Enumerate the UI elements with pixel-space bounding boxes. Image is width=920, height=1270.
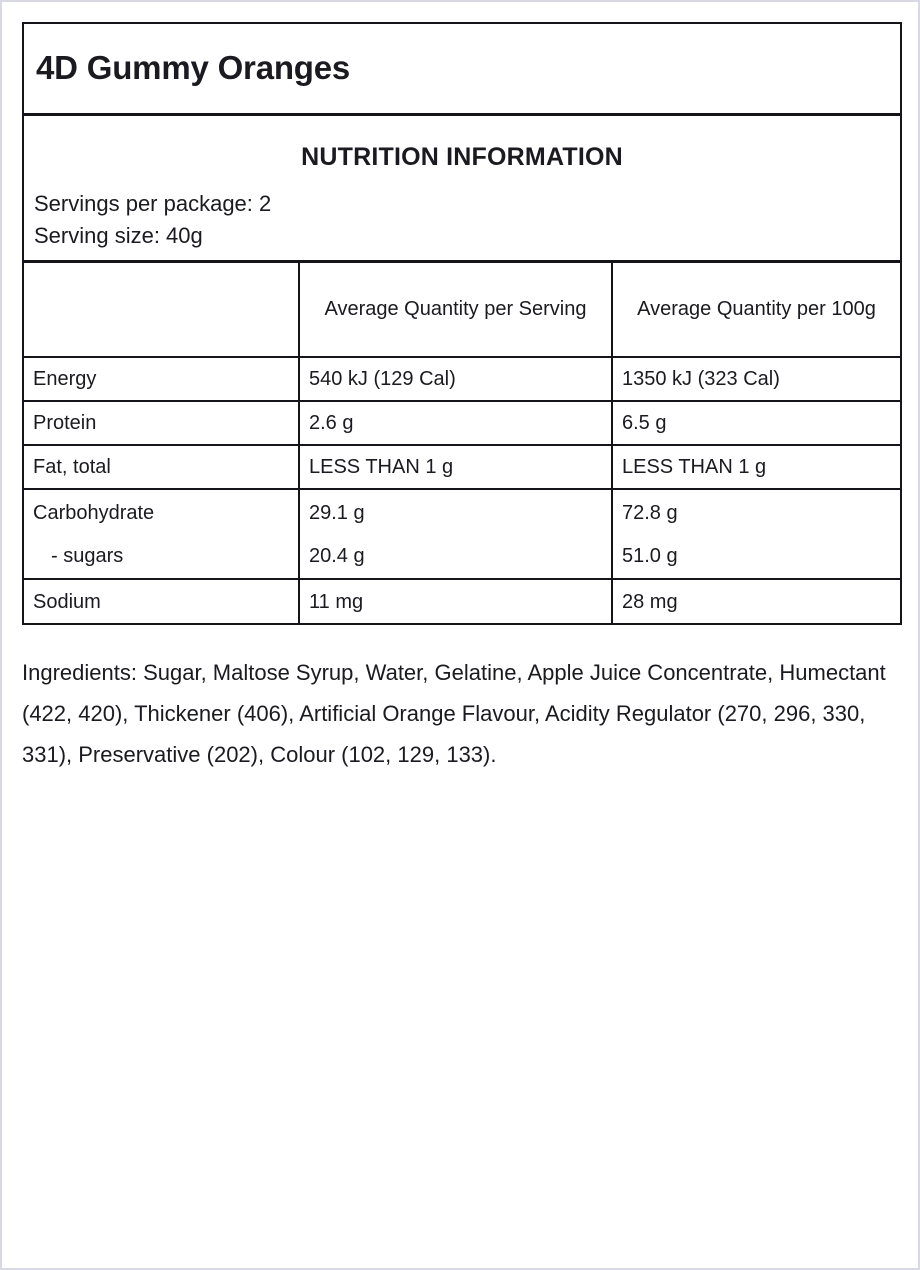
value-sodium-per-100g: 28 mg [612, 579, 900, 623]
value-energy-per-100g: 1350 kJ (323 Cal) [612, 357, 900, 401]
page-title: 4D Gummy Oranges [36, 49, 351, 87]
nutrient-name-sodium: Sodium [24, 579, 299, 623]
nutrient-name-protein: Protein [24, 401, 299, 445]
nutrient-label-sugars: - sugars [51, 544, 124, 567]
table-row [24, 579, 900, 623]
product-title-band [24, 24, 900, 116]
nutrient-name-fat-total: Fat, total [24, 445, 299, 489]
value-energy-per-serving: 540 kJ (129 Cal) [299, 357, 612, 401]
value-fat-total-per-100g: LESS THAN 1 g [612, 445, 900, 489]
table-header-row [24, 263, 900, 357]
nutrition-information-heading: NUTRITION INFORMATION [301, 143, 623, 171]
column-header-nutrient [24, 263, 299, 357]
column-header-per-100g: Average Quantity per 100g [612, 263, 900, 357]
ingredients-statement: Ingredients: Sugar, Maltose Syrup, Water, Gelatine, Apple Juice Concentrate, Humectant (422, 420), Thickener (406), Artificial Orange Flavour, Acidity Regulator (270, 296, 330, 331), Preservative (202), Colour (102, 129, 133). [22, 660, 886, 767]
nutrient-name-carbohydrate [24, 489, 299, 579]
servings-per-package: Servings per package: 2 [34, 191, 272, 216]
serving-size: Serving size: 40g [34, 223, 203, 248]
nutrition-table [24, 263, 900, 623]
value-carbohydrate-per-100g [612, 489, 900, 579]
value-sodium-per-serving: 11 mg [299, 579, 612, 623]
value-sugars-per-100g: 51.0 g [622, 544, 678, 567]
servings-block [24, 178, 900, 263]
value-carbohydrate-per-100g-total: 72.8 g [622, 501, 678, 524]
value-protein-per-100g: 6.5 g [612, 401, 900, 445]
nutrition-information-panel [22, 22, 902, 625]
table-row [24, 489, 900, 579]
nutrient-label-carbohydrate: Carbohydrate [33, 501, 155, 524]
value-sugars-per-serving: 20.4 g [309, 544, 365, 567]
table-row [24, 445, 900, 489]
nutrition-heading-band [24, 116, 900, 178]
value-carbohydrate-per-serving [299, 489, 612, 579]
value-carbohydrate-per-serving-total: 29.1 g [309, 501, 365, 524]
column-header-per-serving: Average Quantity per Serving [299, 263, 612, 357]
value-protein-per-serving: 2.6 g [299, 401, 612, 445]
nutrient-name-energy: Energy [24, 357, 299, 401]
table-row [24, 357, 900, 401]
value-fat-total-per-serving: LESS THAN 1 g [299, 445, 612, 489]
table-row [24, 401, 900, 445]
